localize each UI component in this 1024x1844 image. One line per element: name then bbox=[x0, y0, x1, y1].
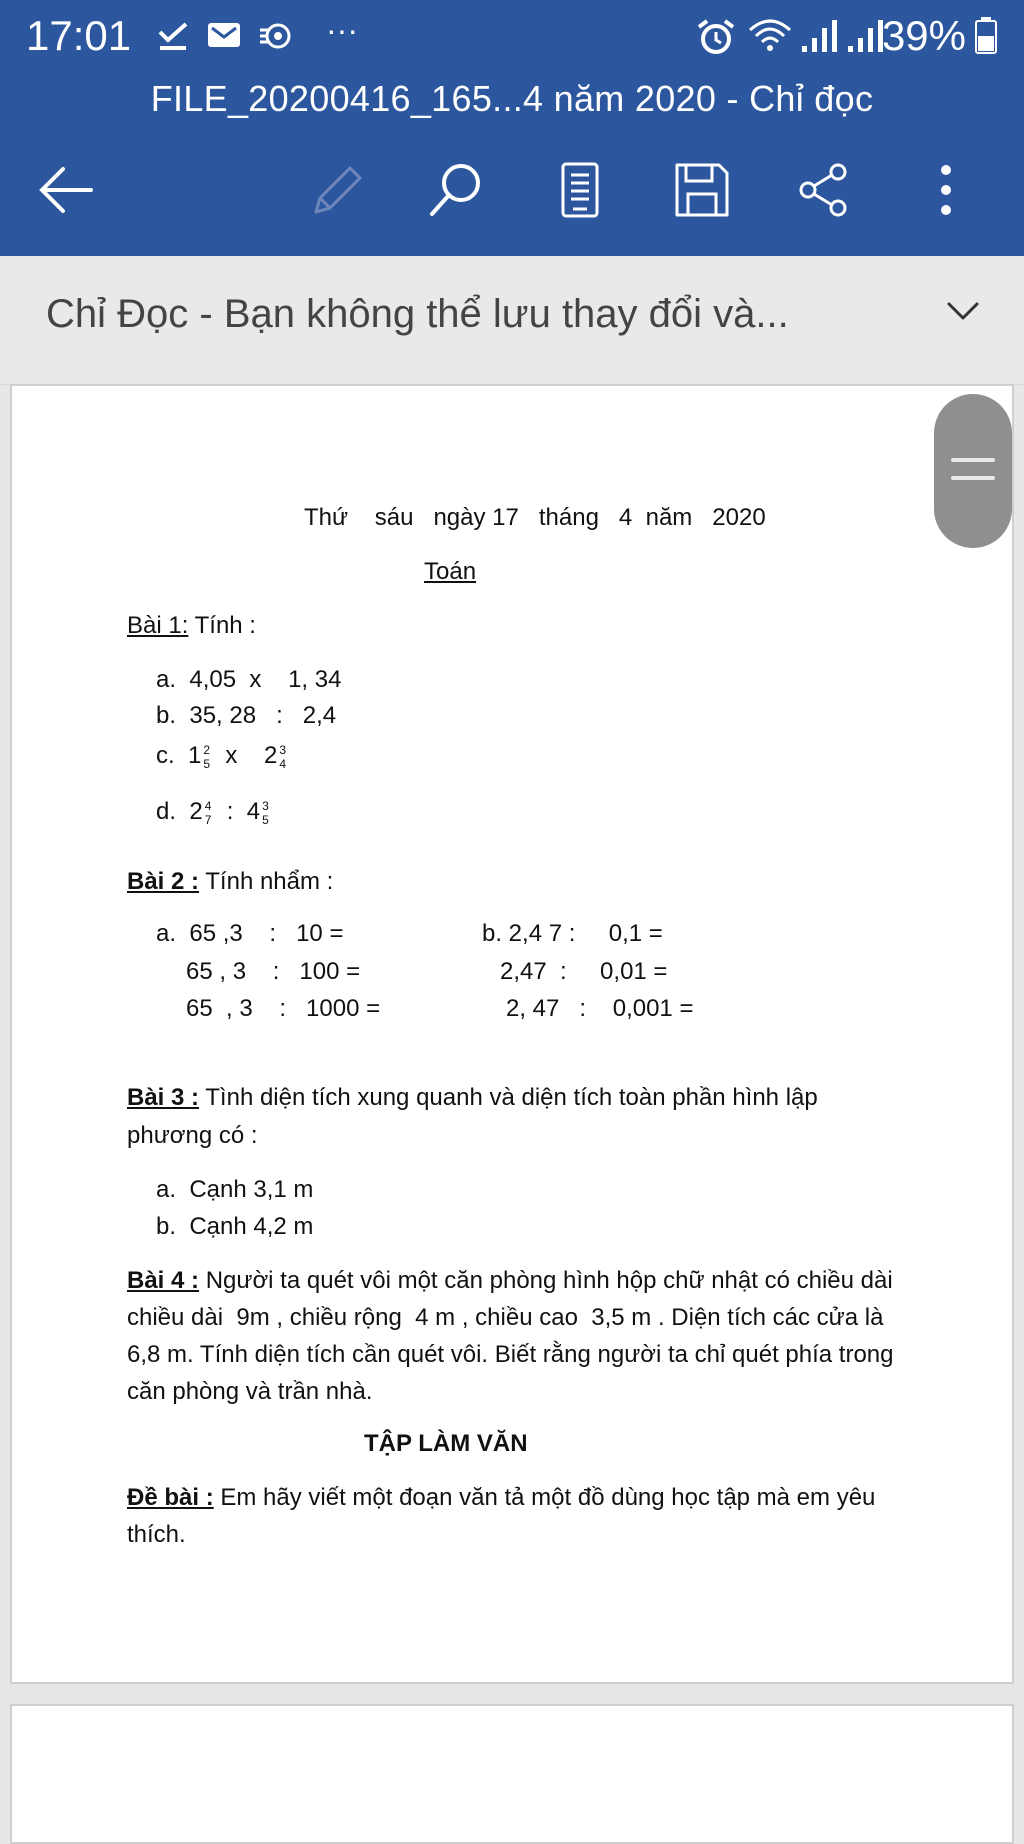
bai1-item-d bbox=[156, 798, 271, 827]
share-button[interactable] bbox=[792, 158, 856, 222]
bai4-line4: căn phòng và trần nhà. bbox=[127, 1378, 373, 1405]
more-notifications-icon: ··· bbox=[326, 12, 358, 48]
bai2-heading bbox=[127, 868, 333, 896]
save-icon bbox=[674, 162, 730, 218]
share-icon bbox=[796, 162, 852, 218]
pencil-icon bbox=[308, 162, 364, 218]
download-done-icon bbox=[156, 20, 190, 52]
bai1-item-a: a. 4,05 x 1, 34 bbox=[156, 666, 342, 693]
fraction-numerator: 2 bbox=[203, 742, 211, 757]
fraction-denominator: 5 bbox=[262, 812, 269, 827]
document-title: FILE_20200416_165...4 năm 2020 - Chỉ đọc bbox=[150, 78, 874, 119]
fraction bbox=[262, 799, 269, 827]
fraction-denominator: 4 bbox=[279, 756, 287, 771]
bai1-label: Bài 1: bbox=[127, 612, 189, 639]
fraction-numerator: 3 bbox=[262, 798, 269, 813]
mail-icon bbox=[206, 20, 242, 50]
bai2-b3: 2, 47 : 0,001 = bbox=[506, 995, 694, 1022]
fraction-denominator: 5 bbox=[203, 756, 211, 771]
status-time: 17:01 bbox=[26, 12, 132, 59]
bai2-a2: 65 , 3 : 100 = bbox=[186, 958, 361, 985]
search-icon bbox=[427, 161, 485, 219]
more-vertical-icon bbox=[936, 162, 956, 218]
bai3-item-a: a. Cạnh 3,1 m bbox=[156, 1176, 314, 1203]
alarm-icon bbox=[696, 18, 736, 56]
fraction-numerator: 4 bbox=[204, 798, 212, 813]
date-line: Thứ sáu ngày 17 tháng 4 năm 2020 bbox=[304, 504, 766, 531]
fraction-numerator: 3 bbox=[279, 742, 287, 757]
bai4-label: Bài 4 : bbox=[127, 1267, 200, 1294]
bai3-line2: phương có : bbox=[127, 1122, 258, 1149]
more-options-button[interactable] bbox=[914, 158, 978, 222]
edit-button[interactable] bbox=[304, 158, 368, 222]
save-button[interactable] bbox=[670, 158, 734, 222]
battery-percent: 39% bbox=[881, 12, 966, 59]
battery-icon bbox=[974, 16, 998, 54]
bai2-label: Bài 2 : bbox=[127, 868, 200, 895]
de-bai-label: Đề bài : bbox=[127, 1484, 214, 1511]
fraction bbox=[279, 743, 286, 771]
scroll-handle[interactable] bbox=[934, 394, 1012, 548]
bai2-a3: 65 , 3 : 1000 = bbox=[186, 995, 381, 1022]
bai2-a1: a. 65 ,3 : 10 = bbox=[156, 920, 344, 947]
de-bai-text1: Em hãy viết một đoạn văn tả một đồ dùng học tập mà em yêu bbox=[213, 1484, 876, 1511]
back-arrow-icon bbox=[37, 165, 95, 215]
bai1-heading bbox=[127, 612, 256, 640]
bai3-text1: Tình diện tích xung quanh và diện tích toàn phần hình lập bbox=[199, 1084, 818, 1111]
fraction-denominator: 7 bbox=[204, 812, 212, 827]
bai1-text: Tính : bbox=[188, 612, 256, 639]
bai3-item-b: b. Cạnh 4,2 m bbox=[156, 1213, 314, 1240]
reading-view-icon bbox=[560, 161, 600, 219]
wifi-icon bbox=[746, 16, 794, 54]
subject-writing-heading: TẬP LÀM VĂN bbox=[364, 1430, 528, 1457]
scroll-handle-grip-icon bbox=[951, 476, 995, 480]
signal-1-icon bbox=[800, 18, 842, 54]
bai1-d-mid: : 4 bbox=[213, 798, 261, 825]
search-button[interactable] bbox=[424, 158, 488, 222]
status-bar bbox=[0, 0, 1024, 72]
read-only-message: Chỉ Đọc - Bạn không thể lưu thay đổi và... bbox=[46, 292, 789, 336]
reading-view-button[interactable] bbox=[548, 158, 612, 222]
chevron-down-icon[interactable] bbox=[946, 300, 980, 322]
sync-icon bbox=[258, 20, 294, 52]
fraction bbox=[203, 743, 210, 771]
back-button[interactable] bbox=[34, 158, 98, 222]
bai2-b2: 2,47 : 0,01 = bbox=[500, 958, 668, 985]
bai2-text: Tính nhẩm : bbox=[199, 868, 334, 895]
bai1-item-b: b. 35, 28 : 2,4 bbox=[156, 702, 337, 729]
bai4-line3: 6,8 m. Tính diện tích cần quét vôi. Biết rằng người ta chỉ quét phía trong bbox=[127, 1341, 894, 1368]
bai3-line1 bbox=[127, 1084, 818, 1112]
bai2-b1: b. 2,4 7 : 0,1 = bbox=[482, 920, 663, 947]
bai3-label: Bài 3 : bbox=[127, 1084, 200, 1111]
bai1-item-c bbox=[156, 742, 288, 771]
bai4-line1 bbox=[127, 1267, 893, 1295]
subject-math-heading: Toán bbox=[424, 558, 477, 585]
app-bar bbox=[0, 0, 1024, 256]
document-page-next[interactable] bbox=[10, 1704, 1014, 1844]
bai1-d-prefix: d. 2 bbox=[156, 798, 203, 825]
bai1-c-prefix: c. 1 bbox=[156, 742, 202, 769]
read-only-banner[interactable] bbox=[0, 256, 1024, 385]
bai4-line2: chiều dài 9m , chiều rộng 4 m , chiều cao 3,5 m . Diện tích các cửa là bbox=[127, 1304, 884, 1331]
bai4-text1: Người ta quét vôi một căn phòng hình hộp chữ nhật có chiều dài bbox=[199, 1267, 893, 1294]
scroll-handle-grip-icon bbox=[951, 458, 995, 462]
bai1-c-mid: x 2 bbox=[212, 742, 278, 769]
de-bai-line2: thích. bbox=[127, 1521, 186, 1548]
fraction bbox=[205, 799, 212, 827]
de-bai-line1 bbox=[127, 1484, 875, 1512]
